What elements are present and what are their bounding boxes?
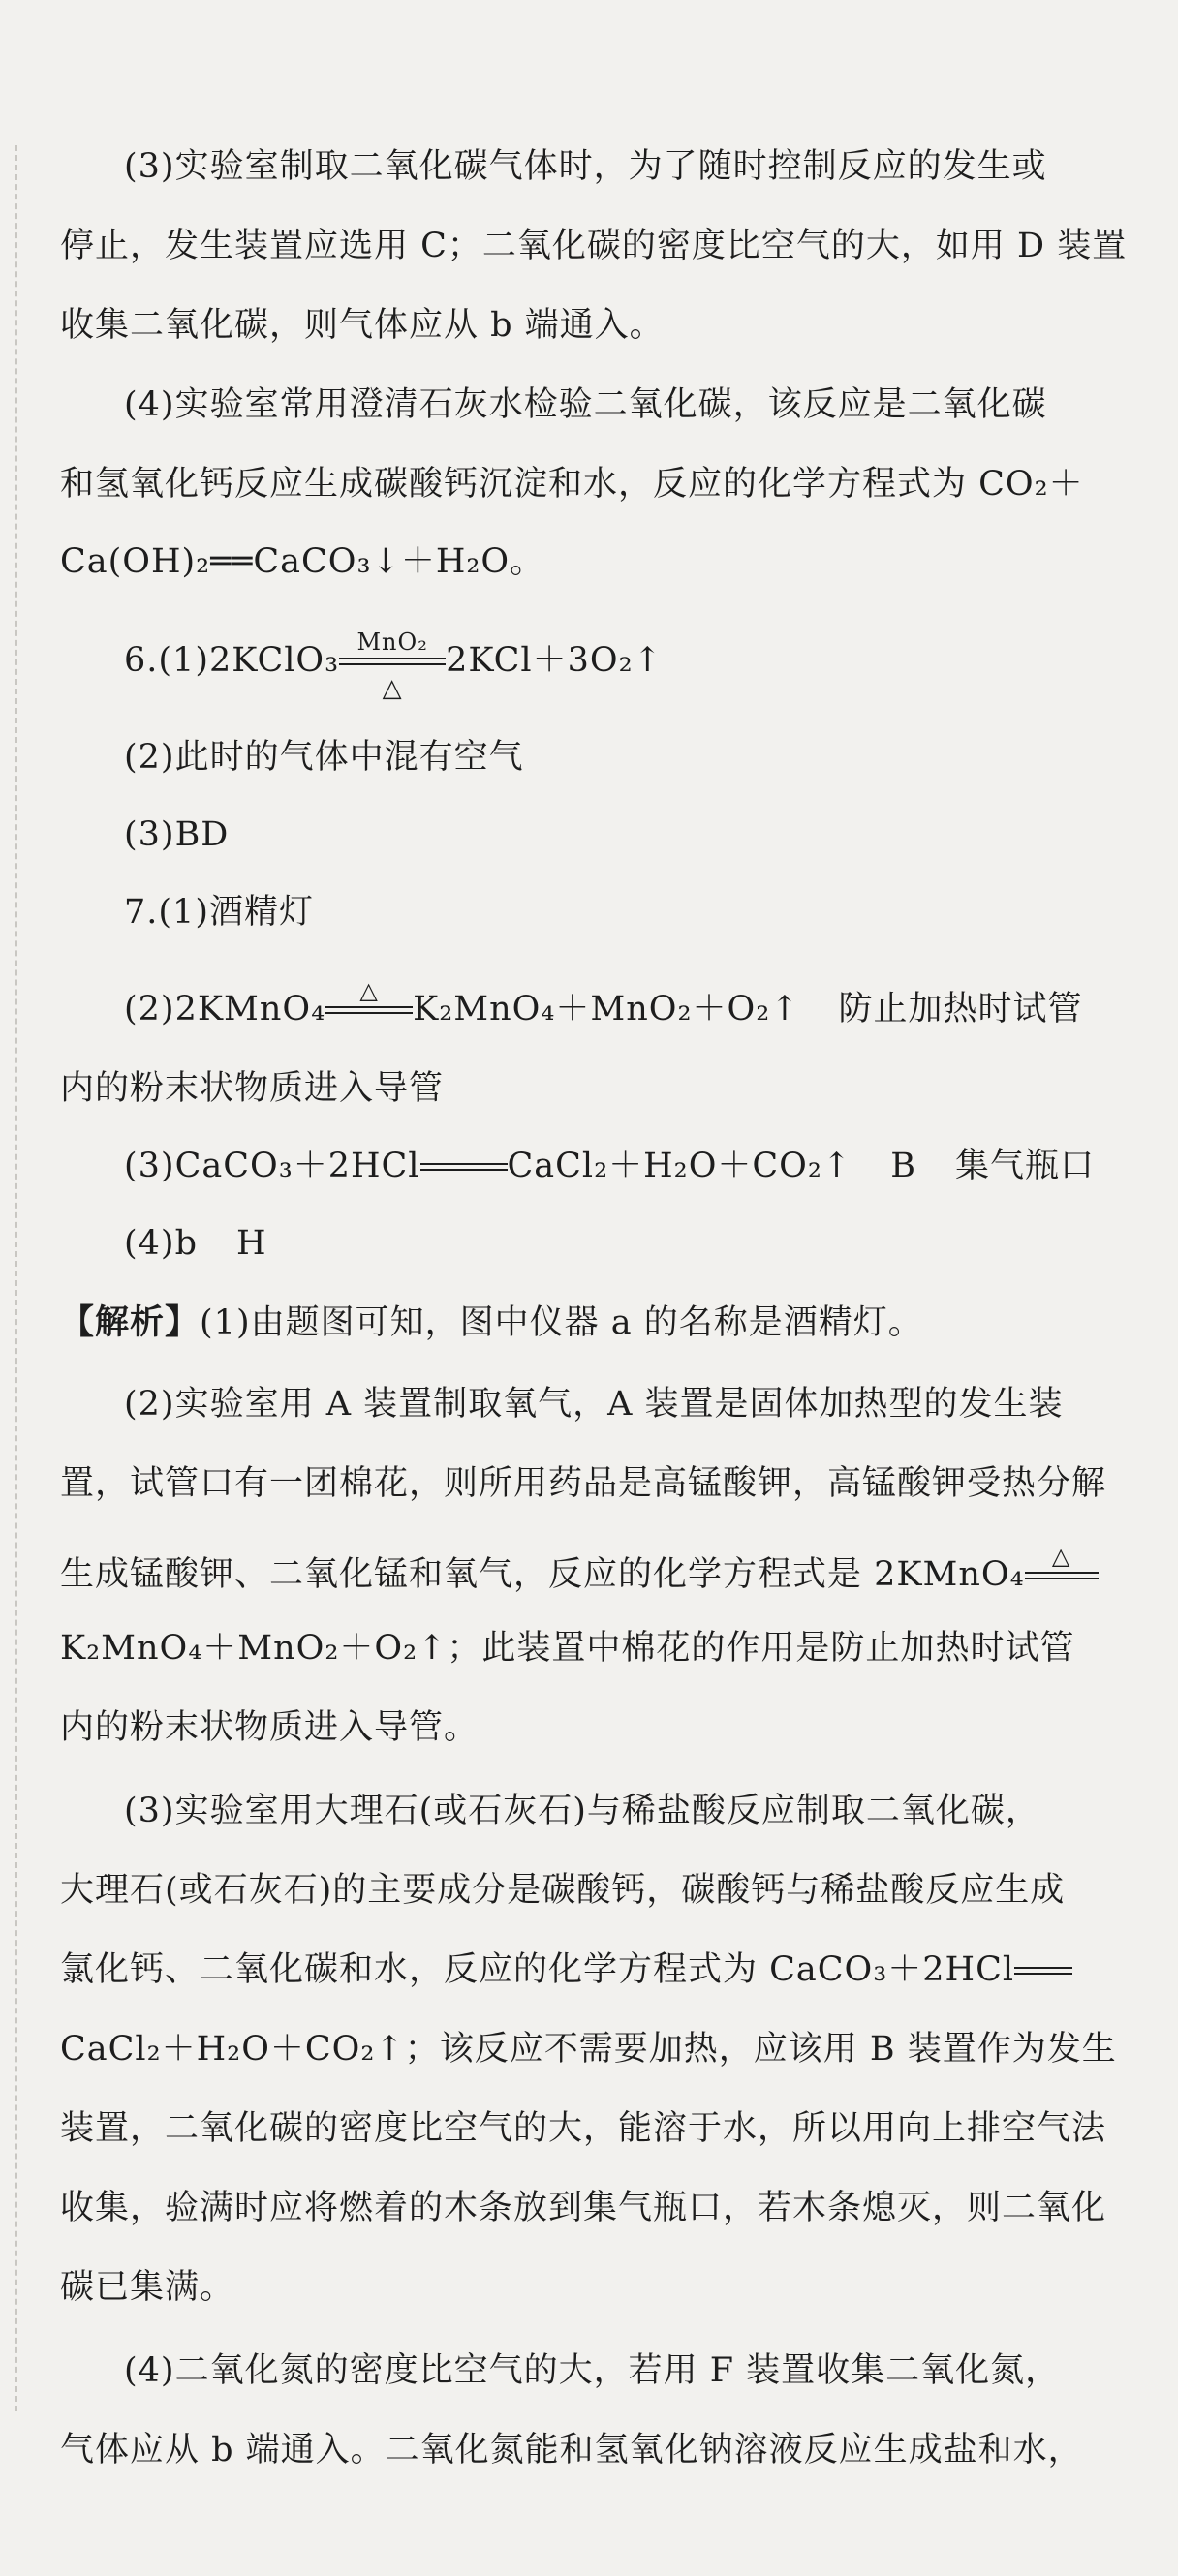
equation-products: CaCl₂＋H₂O＋CO₂↑ bbox=[507, 1147, 852, 1185]
text-line: (2)此时的气体中混有空气 bbox=[124, 738, 524, 777]
text-line: K₂MnO₄＋MnO₂＋O₂↑；此装置中棉花的作用是防止加热时试管 bbox=[60, 1629, 1075, 1668]
text-line: 收集二氧化碳，则气体应从 b 端通入。 bbox=[60, 306, 665, 345]
reaction-condition-sign bbox=[1025, 1542, 1099, 1581]
text-line: (3)实验室用大理石(或石灰石)与稀盐酸反应制取二氧化碳， bbox=[124, 1792, 1040, 1830]
margin-dashed-rule bbox=[16, 145, 17, 2411]
heat-symbol: △ bbox=[382, 673, 403, 703]
text-line: 收集，验满时应将燃着的木条放到集气瓶口，若木条熄灭，则二氧化 bbox=[60, 2189, 1107, 2227]
text-line: 装置，二氧化碳的密度比空气的大，能溶于水，所以用向上排空气法 bbox=[60, 2109, 1107, 2148]
text-line: 气体应从 b 端通入。二氧化氮能和氢氧化钠溶液反应生成盐和水， bbox=[60, 2431, 1083, 2469]
equation-reactants: 6.(1)2KClO₃ bbox=[124, 641, 340, 680]
text-line: (3)BD bbox=[124, 815, 230, 854]
text-line: (3)实验室制取二氧化碳气体时，为了随时控制反应的发生或 bbox=[124, 147, 1047, 186]
text-line: 内的粉末状物质进入导管 bbox=[60, 1069, 445, 1108]
text-line: 和氢氧化钙反应生成碳酸钙沉淀和水，反应的化学方程式为 CO₂＋ bbox=[60, 465, 1084, 504]
heat-symbol: △ bbox=[1051, 1542, 1071, 1570]
text-segment: 生成锰酸钾、二氧化锰和氧气，反应的化学方程式是 2KMnO₄ bbox=[60, 1555, 1025, 1594]
equation-line bbox=[60, 1948, 1110, 1991]
text-segment: B bbox=[890, 1147, 916, 1185]
text-line: Ca(OH)₂══CaCO₃↓＋H₂O。 bbox=[60, 542, 545, 581]
equation-line bbox=[124, 976, 1110, 1030]
text-segment: (4)b bbox=[124, 1224, 198, 1263]
analysis-tag: 【解析】 bbox=[60, 1303, 201, 1342]
equation-reactants: (3)CaCO₃＋2HCl bbox=[124, 1147, 420, 1185]
heat-symbol: △ bbox=[359, 976, 379, 1004]
text-line: 大理石(或石灰石)的主要成分是碳酸钙，碳酸钙与稀盐酸反应生成 bbox=[60, 1871, 1066, 1910]
text-segment: 集气瓶口 bbox=[954, 1147, 1095, 1185]
equation-products: K₂MnO₄＋MnO₂＋O₂↑ bbox=[413, 990, 800, 1028]
equation-line bbox=[124, 1145, 1110, 1187]
text-line: (4)二氧化氮的密度比空气的大，若用 F 装置收集二氧化氮， bbox=[124, 2351, 1061, 2390]
catalyst-label: MnO₂ bbox=[356, 628, 428, 656]
text-segment: H bbox=[235, 1224, 267, 1263]
equation-line bbox=[60, 1542, 1110, 1596]
reaction-condition-sign bbox=[326, 976, 413, 1016]
text-line: 置，试管口有一团棉花，则所用药品是高锰酸钾，高锰酸钾受热分解 bbox=[60, 1464, 1107, 1503]
text-line: 碳已集满。 bbox=[60, 2268, 235, 2307]
text-segment: (1)由题图可知，图中仪器 a 的名称是酒精灯。 bbox=[200, 1303, 923, 1342]
text-line: (4)实验室常用澄清石灰水检验二氧化碳，该反应是二氧化碳 bbox=[124, 385, 1047, 424]
text-line: CaCl₂＋H₂O＋CO₂↑；该反应不需要加热，应该用 B 装置作为发生 bbox=[60, 2030, 1117, 2069]
text-segment: 防止加热时试管 bbox=[838, 990, 1083, 1028]
text-segment: 氯化钙、二氧化碳和水，反应的化学方程式为 CaCO₃＋2HCl bbox=[60, 1950, 1015, 1989]
text-line: (2)实验室用 A 装置制取氧气，A 装置是固体加热型的发生装 bbox=[124, 1385, 1064, 1424]
equation-products: 2KCl＋3O₂↑ bbox=[446, 641, 663, 680]
text-line: 停止，发生装置应选用 C；二氧化碳的密度比空气的大，如用 D 装置 bbox=[60, 227, 1128, 265]
equation-reactants: (2)2KMnO₄ bbox=[124, 990, 326, 1028]
text-line: 7.(1)酒精灯 bbox=[124, 893, 314, 932]
equation-line bbox=[124, 628, 1110, 703]
text-line bbox=[124, 1222, 1110, 1265]
equals-sign bbox=[1014, 1967, 1072, 1977]
equals-sign bbox=[420, 1163, 508, 1173]
text-line bbox=[60, 1302, 1110, 1344]
reaction-condition-sign bbox=[339, 628, 446, 703]
text-line: 内的粉末状物质进入导管。 bbox=[60, 1708, 480, 1747]
